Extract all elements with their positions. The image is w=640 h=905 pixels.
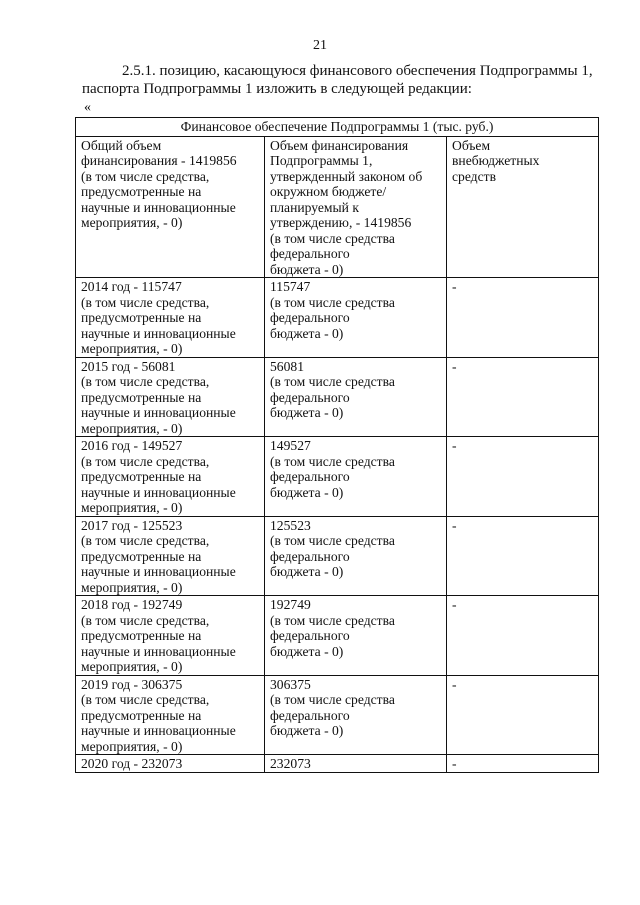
year-extrabudgetary-cell: - [447,437,599,517]
cell-line: научные и инновационные [81,199,236,215]
cell-line: Объем [452,137,491,153]
year-extrabudgetary-cell: - [447,516,599,596]
cell-line: научные и инновационные [81,325,236,341]
cell-line: средств [452,168,496,184]
cell-line: (в том числе средства, [81,612,210,628]
cell-line: Подпрограммы 1, [270,153,373,168]
cell-line: бюджета - 0) [270,564,344,579]
table-row [76,675,599,755]
cell-line: (в том числе средства, [81,533,210,548]
cell-line: федерального [270,707,350,723]
year-total-cell [76,675,265,755]
table-row [76,596,599,676]
cell-line: (в том числе средства [270,374,395,389]
cell-line: предусмотренные на [81,389,202,405]
cell-line: мероприятия, - 0) [81,738,183,754]
cell-line: 2020 год - 232073 [81,756,183,771]
cell-line: 192749 [270,597,311,612]
cell-line: внебюджетных [452,153,540,168]
cell-line: планируемый к [270,199,359,215]
year-total-cell [76,596,265,676]
year-approved-cell [265,516,447,596]
cell-line: научные и инновационные [81,723,236,738]
page-number: 21 [313,38,327,53]
table-row [76,755,599,773]
cell-line: научные и инновационные [81,643,236,659]
cell-line: федерального [270,310,350,325]
cell-line: 115747 [270,279,311,294]
year-extrabudgetary-cell: - [447,278,599,358]
year-total-cell [76,755,265,773]
year-total-cell [76,357,265,437]
year-approved-cell [265,755,447,773]
cell-line: 2015 год - 56081 [81,358,176,374]
cell-line: мероприятия, - 0) [81,420,183,436]
intro-paragraph [82,62,602,98]
year-approved-cell [265,675,447,755]
cell-line: научные и инновационные [81,405,236,420]
cell-line: 306375 [270,676,311,692]
cell-line: федерального [270,548,350,564]
cell-line: Объем финансирования [270,137,409,153]
year-extrabudgetary-cell: - [447,596,599,676]
cell-line: утверждению, - 1419856 [270,215,412,230]
cell-line: мероприятия, - 0) [81,500,183,515]
financing-table [75,117,599,773]
cell-line: бюджета - 0) [270,405,344,420]
cell-line: (в том числе средства [270,692,395,707]
header-total-financing [76,136,265,278]
cell-line: 2014 год - 115747 [81,279,182,294]
cell-line: (в том числе средства, [81,294,210,310]
cell-line: научные и инновационные [81,484,236,500]
cell-line: (в том числе средства [270,453,395,469]
header-extrabudgetary [447,136,599,278]
cell-line: 56081 [270,358,304,374]
cell-line: окружном бюджете/ [270,184,387,199]
cell-line: (в том числе средства [270,533,395,548]
cell-line: (в том числе средства, [81,168,210,184]
table-title-row [76,118,599,137]
year-approved-cell [265,357,447,437]
cell-line: мероприятия, - 0) [81,341,183,356]
cell-line: 149527 [270,438,311,453]
year-total-cell [76,516,265,596]
year-approved-cell [265,278,447,358]
cell-line: финансирования - 1419856 [81,153,237,168]
opening-quote: « [84,100,91,115]
intro-line-1: 2.5.1. позицию, касающуюся финансового обеспечения Подпрограммы 1, [122,63,593,79]
cell-line: (в том числе средства, [81,374,210,389]
cell-line: предусмотренные на [81,310,202,325]
cell-line: бюджета - 0) [270,723,344,738]
cell-line: предусмотренные на [81,707,202,723]
year-extrabudgetary-cell: - [447,755,599,773]
cell-line: предусмотренные на [81,548,202,564]
cell-line: федерального [270,469,350,484]
table-row [76,278,599,358]
cell-line: 125523 [270,517,311,533]
cell-line: федерального [270,389,350,405]
cell-line: (в том числе средства [270,230,395,246]
cell-line: мероприятия, - 0) [81,579,183,595]
cell-line: (в том числе средства, [81,453,210,469]
cell-line: утвержденный законом об [270,168,423,184]
header-approved-financing [265,136,447,278]
cell-line: (в том числе средства, [81,692,210,707]
cell-line: бюджета - 0) [270,643,344,659]
cell-line: предусмотренные на [81,628,202,643]
year-approved-cell [265,596,447,676]
cell-line: бюджета - 0) [270,325,344,341]
cell-line: 2016 год - 149527 [81,438,183,453]
year-extrabudgetary-cell: - [447,675,599,755]
cell-line: 2018 год - 192749 [81,597,183,612]
cell-line: научные и инновационные [81,564,236,579]
cell-line: мероприятия, - 0) [81,659,183,674]
year-total-cell [76,437,265,517]
cell-line: бюджета - 0) [270,261,344,277]
cell-line: (в том числе средства [270,294,395,310]
table-row [76,357,599,437]
cell-line: 2019 год - 306375 [81,676,183,692]
cell-line: 232073 [270,756,311,771]
cell-line: предусмотренные на [81,184,202,199]
cell-line: (в том числе средства [270,612,395,628]
cell-line: Общий объем [81,137,162,153]
cell-line: предусмотренные на [81,469,202,484]
cell-line: бюджета - 0) [270,484,344,500]
intro-line-2: паспорта Подпрограммы 1 изложить в следующей редакции: [82,81,472,97]
table-title: Финансовое обеспечение Подпрограммы 1 (тыс. руб.) [76,118,599,137]
year-total-cell [76,278,265,358]
cell-line: федерального [270,628,350,643]
table-row [76,516,599,596]
cell-line: 2017 год - 125523 [81,517,183,533]
table-header-row [76,136,599,278]
cell-line: мероприятия, - 0) [81,215,183,230]
cell-line: федерального [270,246,350,261]
table-row [76,437,599,517]
year-approved-cell [265,437,447,517]
year-extrabudgetary-cell: - [447,357,599,437]
